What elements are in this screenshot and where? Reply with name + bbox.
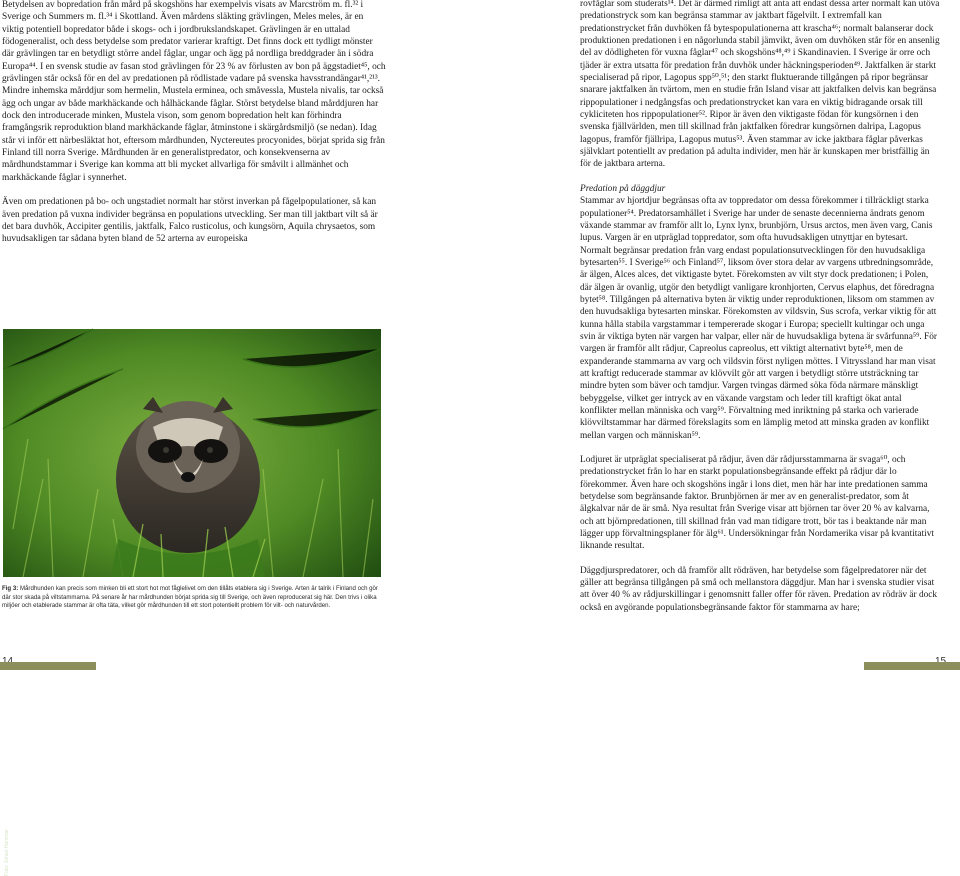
right-text-column [580,0,940,626]
body-paragraph: Stammar av hjortdjur begränsas ofta av toppredator om dessa förekommer i tillräckligt starka populationer⁵⁴. Predatorsamhället i Sverige har under de senaste decennierna ändrats genom växande stammar av framför allt lo, Lynx lynx, brunbjörn, Ursus arctos, men även varg, Canis lupus. Vargen är en utpräglad toppredator, som ofta huvudsakligen utnyttjar en bytesart. Normalt begränsar predation från varg endast populationsutvecklingen för den huvudsakliga bytesarten⁵⁵. I Sverige⁵⁶ och Finland⁵⁷, liksom över stora delar av vargens utbredningsområde, är älgen, Alces alces, det viktigaste bytet. Förekomsten av vilt styr dock predationen; i Polen, där älgen är ovanlig, utgör den betydligt vanligare kronhjorten, Cervus elaphus, det föredragna bytet⁵⁸. Tillgången på alternativa byten är viktig under reproduktionen, liksom om stammen av den huvudsakliga bytesarten minskar. Förekomsten av vildsvin, Sus scrofa, verkar viktig för att kunna hålla stabila vargstammar i tempererade skogar i Europa; speciellt kultingar och unga svin är viktiga byten när vargen har valpar, eller när de huvudsakliga bytena är svårfunna⁵⁹. För vargen är framför allt rådjur, Capreolus capreolus, ett viktigt alternativt byte⁵⁸, men de expanderande stammarna av varg och vildsvin först nyligen möttes. I Vitryssland har man visat att kraftigt reducerade stammar av klövvilt gör att vargen i betydligt större utsträckning tar mindre byten som bäver och tamdjur. Vargen tvingas därmed söka föda närmare mänskligt bebyggelse, vilket ger intryck av en växande vargstam och leder till kraftigt ökat antal konflikter mellan människa och varg⁵⁹. Förvaltning med inriktning på starka och varierade klövviltstammar har därmed förekslagits som en lämplig metod att minska graden av konflikt mellan vargen och människan⁵⁹. [580,196,938,441]
body-paragraph: Lodjuret är utpräglat specialiserat på rådjur, även där rådjursstammarna är svaga⁶⁰, och predationstrycket från lo har en starkt populationsbegränsande effekt på rådjur där lo förekommer. Även hare och skogshöns ingår i lons diet, men här har inte predationen samma betydelse som begränsande faktor. Brunbjörnen är mer av en generalist-predator, som åt älgkalvar när de är små. Nya resultat från Sverige visar att björnen tar över 20 % av kalvarna, och att björnpredationen, till skillnad från vad man tidigare trott, bör tas i beaktande när man lägger upp förvaltningsplaner för älg⁶¹. Undersökningar från Nordamerika visar på kvantitativt liknande resultat. [580,455,934,552]
body-paragraph: Däggdjurspredatorer, och då framför allt rödräven, har betydelse som fågelpredatorer när det gäller att begränsa tillgången på små och mellanstora däggdjur. Man har i svenska studier visat att över 40 % av rådjurskillingar i genomsnitt faller offer för räven. Predation av rödräv är dock också en avgörande populationsbegränsande faktor för stammarna av hare; [580,565,938,613]
body-paragraph: Även om predationen på bo- och ungstadiet normalt har störst inverkan på fågelpopulationer, så kan även predation på vuxna individer begränsa en populations utveckling. Ser man till jaktbart vilt så är det bara duvhök, Accipiter gentilis, jaktfalk, Falco rusticolus, och kungsörn, Aquila chrysaetos, som huvudsakligen tar sådana byten bland de 52 arterna av europeiska [2,197,378,245]
footer-bar-right [864,662,960,670]
left-text-column [2,0,386,258]
body-paragraph: Betydelsen av bopredation från mård på skogshöns har exempelvis visats av Marcström m. fl.³² i Sverige och Summers m. fl.³⁴ i Skottland. Även mårdens släkting grävlingen, Meles meles, är en viktig potentiell bopredator både i skogs- och i jordbrukslandskapet. Grävlingen är en uttalad födogeneralist, och dess betydelse som predator varierar kraftigt. Det finns dock ett tydligt mönster där grävlingen tar en betydligt större andel fåglar, ungar och ägg på nordliga breddgrader än i södra Europa⁴⁴. I en svensk studie av fasan stod grävlingen för 23 % av förlusten av bon på äggstadiet⁴⁵, och grävlingen står också för en del av predationen på rödlistade vadare på svenska havsstrandängar⁴¹,²¹³. Mindre inhemska mårddjur som hermelin, Mustela erminea, och småvessla, Mustela nivalis, tar också ägg och ungar av både markhäckande och hålhäckande fåglar. Störst betydelse bland mårddjuren har dock den introducerade minken, Mustela vison, som genom bopredation helt kan förhindra framgångsrik reproduktion bland markhäckande fåglar, åtminstone i skärgårdsmiljö (se nedan). Idag står vi inför ett närbesläktat hot, eftersom mårdhunden, Nyctereutes procyonides, börjat sprida sig från Finland till norra Sverige. Mårdhunden är en generalistpredator, och konsekvenserna av mårdhundstammar i Sverige kan komma att bli mycket allvarliga för småvilt i allmänhet och markhäckande fåglar i synnerhet. [2,0,386,183]
caption-label: Fig 3: [2,585,19,592]
section-subheading: Predation på däggdjur [580,183,666,194]
right-page [480,0,960,670]
body-paragraph: rovfåglar som studerats¹⁴. Det är därmed rimligt att anta att endast dessa arter normalt kan utöva predationstryck som kan begränsa stammar av jaktbart fågelvilt. I extremfall kan predationstrycket från duvhöken få bytespopulationerna att krascha⁴⁶; normalt balanserar dock produktionen predationen i en någorlunda stabil jämvikt, även om duvhöken står för en ansenlig del av dödligheten för vuxna fåglar⁴⁷ och skogshöns⁴⁸,⁴⁹ i Skandinavien. I Sverige är orre och tjäder är extra utsatta för predation från duvhök under häckningsperioden⁴⁹. Jaktfalken är starkt specialiserad på ripor, Lagopus spp⁵⁰,⁵¹; den starkt fluktuerande tillgången på ripor begränsar snarare jaktfalken än tvärtom, men en studie från Island visar att jaktfalken delvis kan begränsa rippopulationer i nedgångsfas och predationstrycket kan vara en viktig bidragande orsak till cykliciteten hos rippopulationer⁵². Ripor är även den viktigaste födan för kungsörnen i den svenska fjällvärlden, men till skillnad från jaktfalken föredrar kungsörnen dalripa, Lagopus lagopus, framför fjällripa, Lagopus mutus⁵³. Även stammar av icke jaktbara fåglar påverkas självklart potentiellt av predation på adulta individer, men här är kunskapen mer bristfällig än för de jaktbara arterna. [580,0,940,170]
footer-bar-left [0,662,96,670]
photo-credit: Foto: Johan Hammar [4,829,10,876]
figure-caption [2,585,386,611]
caption-text: Mårdhunden kan precis som minken bli ett stort hot mot fåglelivet om den tillåts etablera sig i Sverige. Arten är talrik i Finland och gör där stor skada på viltstammarna. På senare år har mårdhunden börjat sprida sig till Sverige, och även reproducerat sig här. Den trivs i olika miljöer och etablerade stammar är ofta täta, vilket gör mårdhunden till ett stort potentiellt problem för vilt- och naturvården. [2,585,378,610]
raccoon-dog-image [3,329,381,577]
